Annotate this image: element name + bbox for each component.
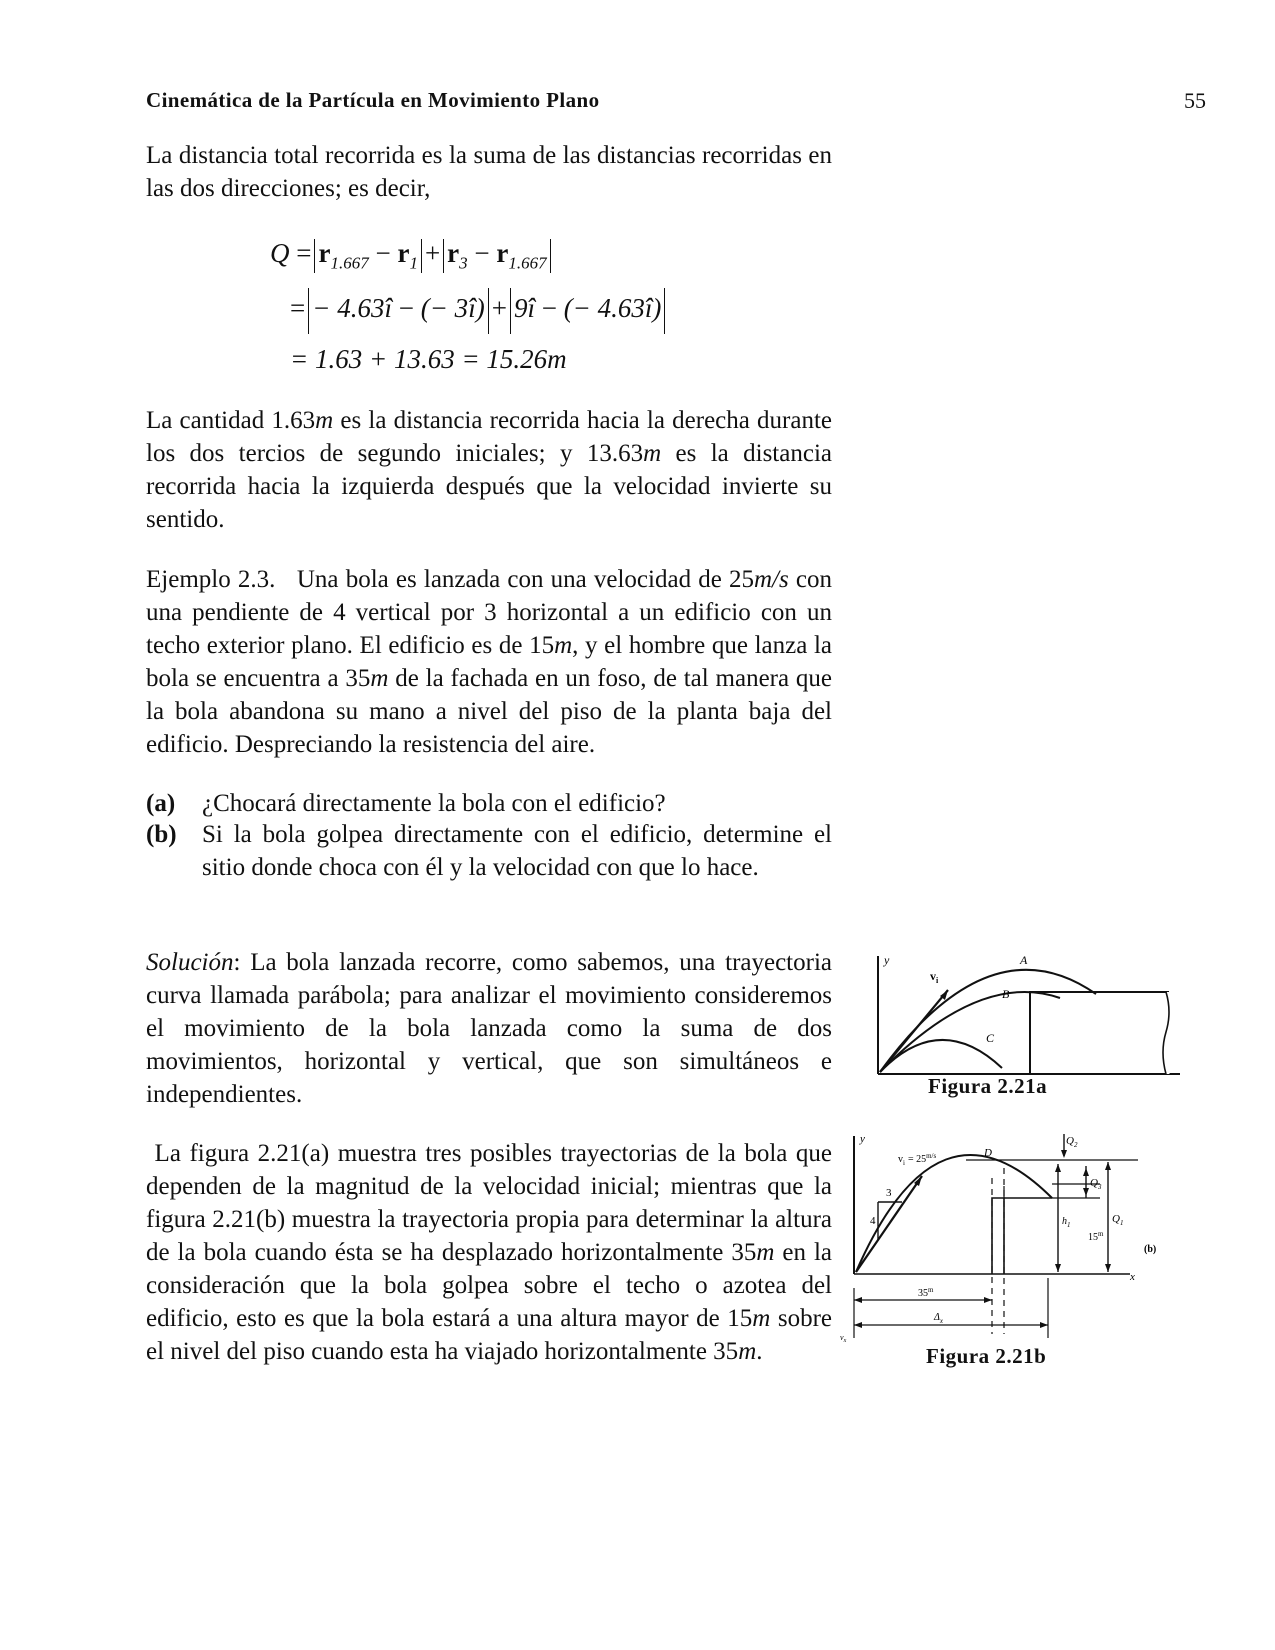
equation-line-3: = 1.63 + 13.63 = 15.26m <box>290 344 567 374</box>
building-shape <box>1030 992 1168 1074</box>
paragraph-total-distance <box>146 139 832 205</box>
slope-label-horizontal: 3 <box>886 1187 892 1199</box>
trajectory-label-a: A <box>1020 953 1028 967</box>
axis-label-y: y <box>860 1133 865 1145</box>
label-q2: $Q_2$ <box>1066 1135 1078 1149</box>
paragraph-text: Solución: La bola lanzada recorre, como sabemos, una trayectoria curva llamada parábola; para analizar el movimiento consideremos el movimiento de la bola lanzada como la suma de dos movimientos, horizontal y vertical, que son simultáneos e independientes. <box>146 949 832 1108</box>
trajectory-diagram-b <box>838 1128 1184 1353</box>
label-q3: $Q_3$ <box>1090 1177 1102 1191</box>
equation-line-1: $Q = r_{1.667} - r_1 + r_3 - r_{1.667}$ <box>270 238 554 273</box>
trajectory-c <box>880 1040 1002 1072</box>
item-text: ¿Chocará directamente la bola con el edificio? <box>202 790 666 817</box>
paragraph-text: La distancia total recorrida es la suma de las distancias recorridas en las dos direcciones; es decir, <box>146 142 832 202</box>
example-label: Ejemplo 2.3. <box>146 566 276 593</box>
trajectory-d <box>856 1155 1052 1272</box>
paragraph-example <box>146 563 832 761</box>
page-header <box>146 88 1206 118</box>
equation-line-2: = − 4.63î − (− 3î) + 9î − (− 4.63î) <box>290 288 668 334</box>
item-label: (b) <box>146 821 177 848</box>
paragraph-text: La figura 2.21(a) muestra tres posibles trayectorias de la bola que dependen de la magnitud de la velocidad inicial; mientras que la figura 2.21(b) muestra la trayectoria propia para determinar la altura de la bola cuando ésta se ha desplazado horizontalmente 35m en la consideración que la bola golpea sobre el techo o azotea del edificio, esto es que la bola estará a una altura mayor de 15m sobre el nivel del piso cuando esta ha viajado horizontalmente 35m. <box>146 1140 833 1365</box>
paragraph-quantity <box>146 404 832 536</box>
figure-2-21b <box>838 1128 1184 1378</box>
page-number: 55 <box>1184 88 1206 113</box>
slope-label-vertical: 4 <box>870 1215 876 1227</box>
axis-label-y: y <box>884 953 890 967</box>
velocity-label: $v_i = 25^{m/s}$ <box>898 1152 937 1167</box>
paragraph-solution <box>146 946 832 1111</box>
label-b: (b) <box>1144 1244 1157 1255</box>
running-title: Cinemática de la Partícula en Movimiento Plano <box>146 88 600 112</box>
item-label: (a) <box>146 790 176 817</box>
paragraph-text: Ejemplo 2.3. Una bola es lanzada con una velocidad de 25m/s con una pendiente de 4 vertical por 3 horizontal a un edificio con un techo exterior plano. El edificio es de 15m, y el hombre que lanza la bola se encuentra a 35m de la fachada en un foso, de tal manera que la bola abandona su mano a nivel del piso de la planta baja del edificio. Despreciando la resistencia del aire. <box>146 566 832 758</box>
paragraph-figure-description <box>146 1137 832 1368</box>
label-delta-x: $\Delta_x$ <box>934 1312 943 1325</box>
label-distance-35: 35$^m$ <box>918 1286 934 1299</box>
paragraph-text: La cantidad 1.63m es la distancia recorrida hacia la derecha durante los dos tercios de segundo iniciales; y 13.63m es la distancia recorrida hacia la izquierda después que la velocidad invierte su sentido. <box>146 407 832 533</box>
item-text: Si la bola golpea directamente con el edificio, determine el sitio donde choca con él y la velocidad con que lo hace. <box>202 821 832 881</box>
label-height-15: 15$^m$ <box>1088 1230 1104 1243</box>
figure-caption: Figura 2.21a <box>928 1074 1048 1098</box>
label-q1: $Q_1$ <box>1112 1213 1124 1227</box>
trajectory-label-c: C <box>986 1031 995 1045</box>
figure-caption: Figura 2.21b <box>926 1344 1047 1368</box>
figure-2-21a <box>870 950 1190 1100</box>
trajectory-label-b: B <box>1002 987 1010 1001</box>
label-h1: $h_1$ <box>1062 1216 1071 1229</box>
axis-label-x: x <box>1130 1271 1135 1283</box>
velocity-label: $v_i$ <box>930 969 939 985</box>
label-vx: $v_x$ <box>840 1333 847 1344</box>
trajectory-b <box>880 992 1060 1072</box>
solution-label: Solución <box>146 949 234 976</box>
trajectory-label-d: D <box>984 1147 992 1159</box>
